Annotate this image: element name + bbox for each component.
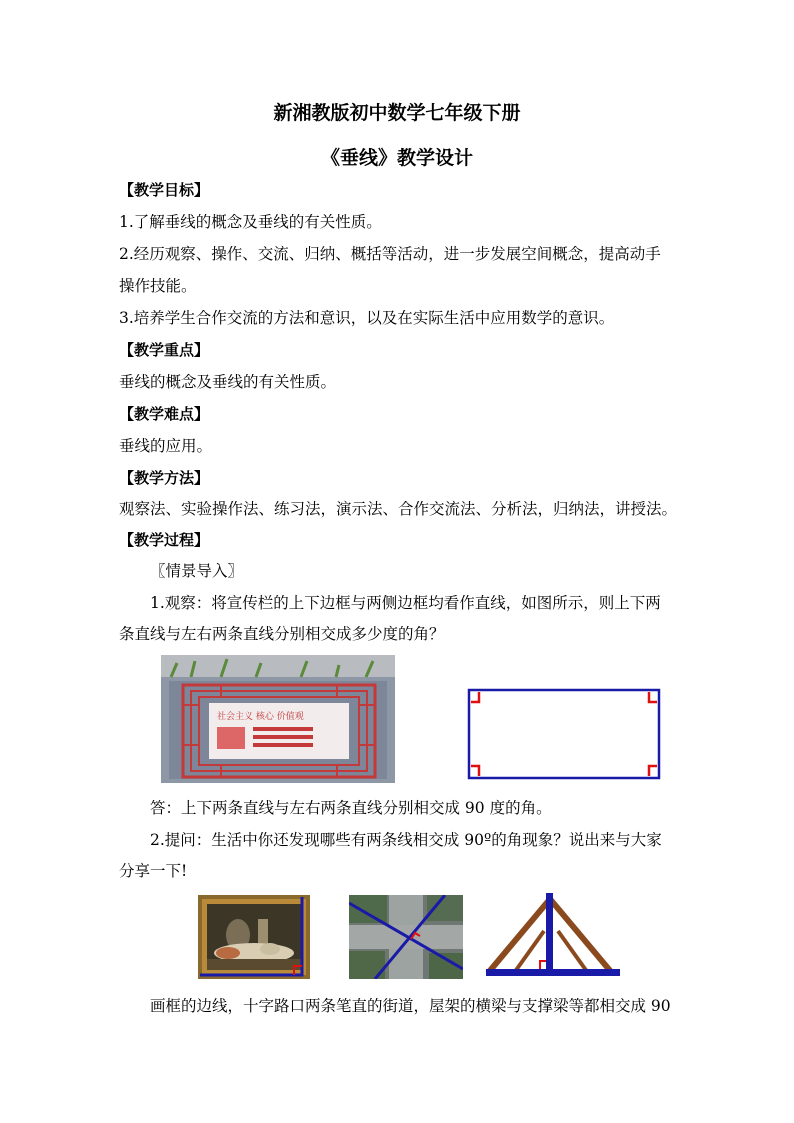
right-angle-mark xyxy=(471,692,479,702)
section-heading-key: 【教学重点】 xyxy=(119,341,210,359)
answer-1: 答：上下两条直线与左右两条直线分别相交成 90 度的角。 xyxy=(150,799,552,817)
board-text: 社会主义 核心 价值观 xyxy=(217,712,304,722)
difficulty-text: 垂线的应用。 xyxy=(119,437,213,455)
section-heading-process: 【教学过程】 xyxy=(119,531,210,549)
question-2-line-2: 分享一下! xyxy=(119,862,188,880)
document-subtitle: 《垂线》教学设计 xyxy=(320,147,473,169)
objective-2-line-2: 操作技能。 xyxy=(119,277,197,295)
right-angle-mark xyxy=(649,766,657,776)
right-angle-mark xyxy=(649,692,657,702)
question-1-line-2: 条直线与左右两条直线分别相交成多少度的角？ xyxy=(119,625,445,643)
scenario-intro-heading: 〖情景导入〗 xyxy=(150,562,244,580)
question-2-line-1: 2.提问：生活中你还发现哪些有两条线相交成 90º的角现象？说出来与大家 xyxy=(150,831,662,849)
rectangle-diagram xyxy=(466,687,662,781)
document-title: 新湘教版初中数学七年级下册 xyxy=(273,102,521,124)
right-angle-mark xyxy=(471,766,479,776)
crossroads-photo xyxy=(349,895,463,979)
question-1-line-1: 1.观察：将宣传栏的上下边框与两侧边框均看作直线，如图所示，则上下两 xyxy=(150,594,661,612)
section-heading-objectives: 【教学目标】 xyxy=(119,181,210,199)
conclusion-text: 画框的边线，十字路口两条笔直的街道，屋架的横梁与支撑梁等都相交成 90 xyxy=(150,997,671,1015)
section-heading-methods: 【教学方法】 xyxy=(119,469,210,487)
bulletin-board-photo xyxy=(161,655,395,783)
vertical-beam xyxy=(546,893,553,975)
painting-frame-photo xyxy=(198,895,310,979)
key-point-text: 垂线的概念及垂线的有关性质。 xyxy=(119,373,337,391)
methods-text: 观察法、实验操作法、练习法，演示法、合作交流法、分析法，归纳法，讲授法。 xyxy=(119,500,678,518)
right-angle-mark xyxy=(540,961,546,969)
objective-3: 3.培养学生合作交流的方法和意识，以及在实际生活中应用数学的意识。 xyxy=(119,309,615,327)
section-heading-difficulty: 【教学难点】 xyxy=(119,405,210,423)
horizontal-beam xyxy=(486,969,620,976)
roof-truss-diagram xyxy=(484,891,624,981)
objective-2-line-1: 2.经历观察、操作、交流、归纳、概括等活动，进一步发展空间概念，提高动手 xyxy=(119,245,661,263)
objective-1: 1.了解垂线的概念及垂线的有关性质。 xyxy=(119,213,382,231)
